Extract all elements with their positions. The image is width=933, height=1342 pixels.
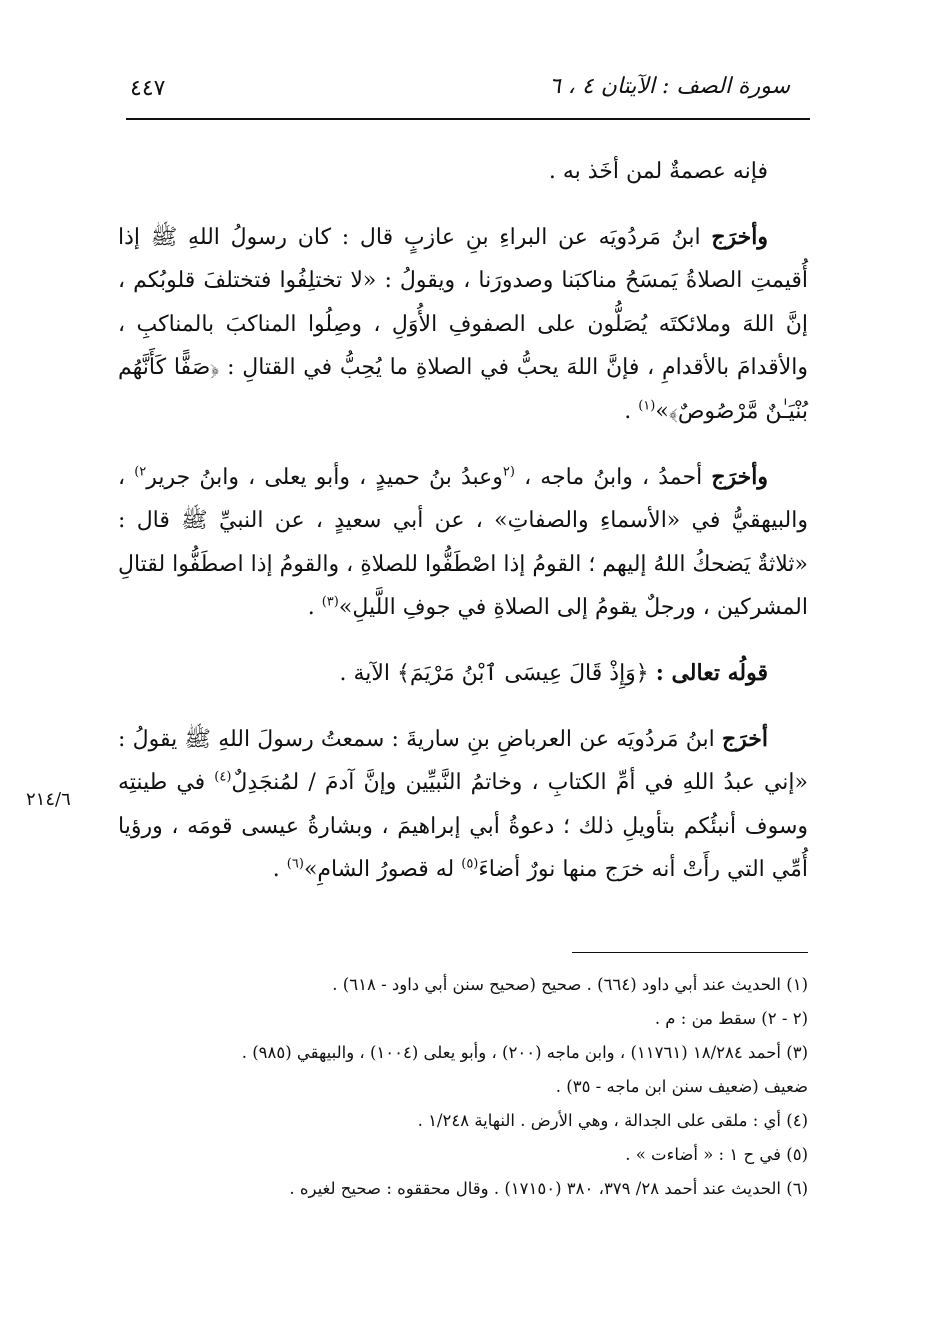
footnote-reference: (٥) bbox=[461, 856, 479, 872]
paragraph-text: له قصورُ الشامِ» bbox=[303, 857, 462, 883]
paragraph-text: ابنُ مَردُويَه عن العرباضِ بنِ ساريةَ : سمعتُ رسولَ اللهِ ﷺ يقولُ : «إني عبدُ اللهِ في أمِّ الكتابِ ، وخاتمُ النَّبيِّين وإنَّ آدمَ / لمُنجَدِلٌ bbox=[118, 726, 808, 796]
running-title: سورة الصف : الآيتان ٤ ، ٦ bbox=[548, 74, 790, 99]
paragraph bbox=[118, 216, 808, 434]
paragraph-text: في طينتِه وسوف أنبئُكم بتأويلِ ذلك ؛ دعوةُ أبي إبراهيمَ ، وبشارةُ عيسى قومَه ، ورؤيا أُمِّي التي رأَتْ أنه خرَج منها نورٌ أضاءَ bbox=[118, 770, 808, 883]
paragraph-lead-word: وأخرَج bbox=[711, 223, 768, 250]
footnote: (٢ - ٢) سقط من : م . bbox=[654, 1009, 808, 1028]
paragraph-lead-word: أخرَج bbox=[721, 725, 768, 752]
footnote-reference: ٢) bbox=[134, 464, 147, 480]
footnote-reference: (١) bbox=[638, 398, 656, 414]
paragraph bbox=[118, 150, 808, 194]
paragraph bbox=[118, 456, 808, 630]
page-header bbox=[126, 70, 810, 110]
footnote: (٦) الحديث عند أحمد ٢٨/ ٣٧٩، ٣٨٠ (١٧١٥٠) . وقال محققوه : صحيح لغيره . bbox=[289, 1179, 808, 1198]
main-text bbox=[118, 150, 808, 914]
footnote: (١) الحديث عند أبي داود (٦٦٤) . صحيح (صحيح سنن أبي داود - ٦١٨) . bbox=[332, 975, 808, 994]
footnotes bbox=[160, 968, 808, 1206]
paragraph-text: ﴿وَإِذْ قَالَ عِيسَى ٱبْنُ مَرْيَمَ﴾ الآية . bbox=[339, 660, 656, 686]
paragraph bbox=[118, 652, 808, 696]
page-number: ٤٤٧ bbox=[130, 76, 166, 101]
paragraph-text: أحمدُ ، وابنُ ماجه ، bbox=[514, 464, 712, 490]
paragraph-text: فإنه عصمةٌ لمن أخَذ به . bbox=[548, 159, 768, 184]
footnote-reference: (٢ bbox=[502, 464, 515, 480]
footnote: (٤) أي : ملقى على الجدالة ، وهي الأرض . النهاية ١/٢٤٨ . bbox=[417, 1111, 808, 1130]
paragraph-text: وعبدُ بنُ حميدٍ ، وأبو يعلى ، وابنُ جرير bbox=[146, 464, 503, 490]
footnote: (٣) أحمد ١٨/٢٨٤ (١١٧٦١) ، وابن ماجه (٢٠٠) ، وأبو يعلى (١٠٠٤) ، والبيهقي (٩٨٥) . bbox=[241, 1043, 808, 1062]
paragraph-lead-word: قولُه تعالى : bbox=[655, 659, 768, 686]
paragraph-text: . bbox=[624, 398, 639, 424]
paragraph-lead-word: وأخرَج bbox=[711, 463, 768, 490]
footnote: (٥) في ح ١ : « أضاءت » . bbox=[625, 1145, 808, 1164]
paragraph-text: ابنُ مَردُويَه عن البراءِ بنِ عازبٍ قال : كان رسولُ اللهِ ﷺ إذا أُقيمتِ الصلاةُ يَمسَحُ مناكبَنا وصدورَنا ، ويقولُ : «لا تختلِفُوا فتختلفَ قلوبُكم ، إنَّ اللهَ وملائكتَه يُصَلُّون على الصفوفِ الأُوَلِ ، وصِلُوا المناكبَ بالمناكبِ ، والأقدامَ بالأقدامِ ، فإنَّ اللهَ يحبُّ في الصلاةِ ما يُحِبُّ في القتالِ : ﴿صَفًّا كَأَنَّهُم بُنْيَـٰنٌ مَّرْصُوصٌ﴾» bbox=[118, 224, 808, 424]
paragraph-text: ، والبيهقيُّ في «الأسماءِ والصفاتِ» ، عن أبي سعيدٍ ، عن النبيِّ ﷺ قال : «ثلاثةٌ يَضحكُ اللهُ إليهم ؛ القومُ إذا اصْطَفُّوا للصلاةِ ، والقومُ إذا اصطَفُّوا لقتالِ المشركين ، ورجلٌ يقومُ إلى الصلاةِ في جوفِ اللَّيلِ» bbox=[117, 464, 808, 621]
paragraph bbox=[118, 718, 808, 892]
footnote-reference: (٤) bbox=[214, 769, 232, 785]
footnote-reference: (٦) bbox=[286, 856, 304, 872]
margin-volume-page-note: ٢١٤/٦ bbox=[26, 789, 71, 810]
paragraph-text: . bbox=[272, 857, 287, 883]
footnote: ضعيف (ضعيف سنن ابن ماجه - ٣٥) . bbox=[555, 1077, 808, 1096]
paragraph-text: . bbox=[307, 595, 322, 621]
header-rule bbox=[126, 118, 810, 120]
footnote-reference: (٣) bbox=[321, 595, 339, 611]
footnote-separator bbox=[572, 952, 808, 953]
